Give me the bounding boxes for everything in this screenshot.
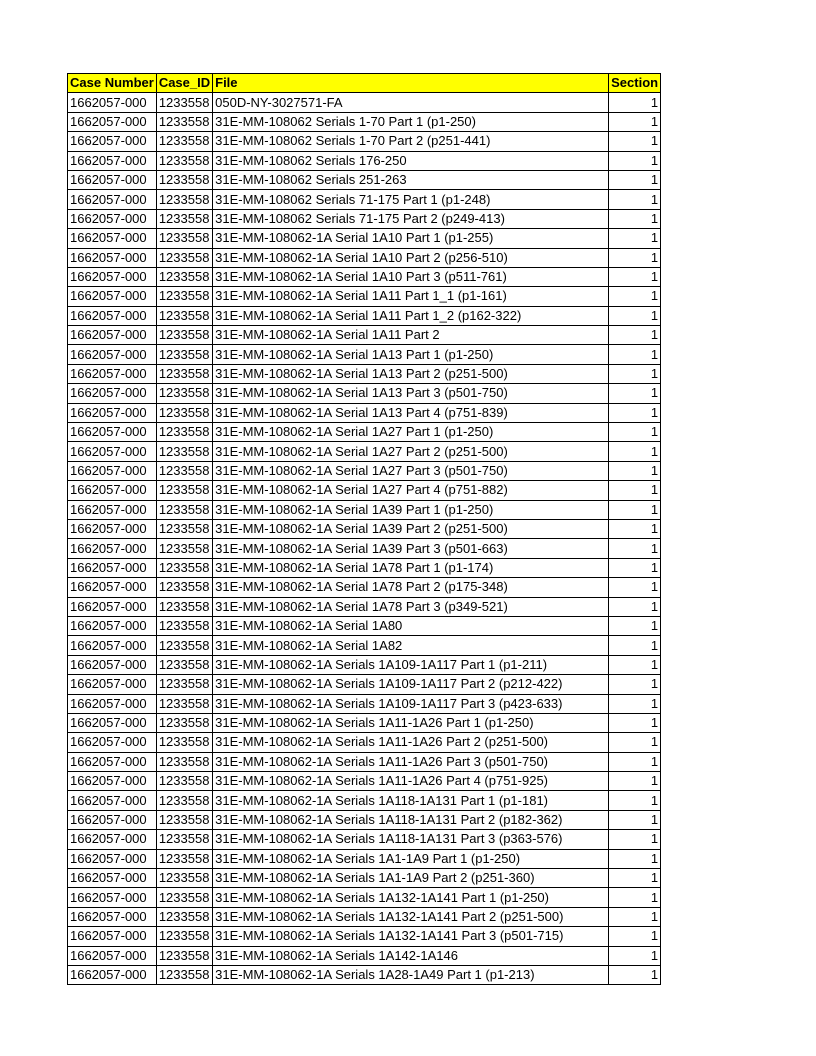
cell-file: 31E-MM-108062-1A Serials 1A132-1A141 Part 2 (p251-500): [213, 907, 609, 926]
table-row: [68, 190, 661, 209]
cell-file: 31E-MM-108062-1A Serial 1A78 Part 3 (p349-521): [213, 597, 609, 616]
table-row: [68, 733, 661, 752]
cell-file: 31E-MM-108062-1A Serials 1A1-1A9 Part 2 (p251-360): [213, 869, 609, 888]
cell-section: 1: [609, 267, 661, 286]
cell-file: 31E-MM-108062-1A Serials 1A109-1A117 Part 2 (p212-422): [213, 675, 609, 694]
cell-file: 31E-MM-108062 Serials 71-175 Part 2 (p249-413): [213, 209, 609, 228]
table-row: [68, 927, 661, 946]
table-row: [68, 752, 661, 771]
table-row: [68, 849, 661, 868]
table-row: [68, 267, 661, 286]
cell-file: 31E-MM-108062 Serials 1-70 Part 2 (p251-441): [213, 132, 609, 151]
cell-case-id: 1233558: [156, 713, 212, 732]
cell-section: 1: [609, 946, 661, 965]
table-row: [68, 772, 661, 791]
cell-case-id: 1233558: [156, 655, 212, 674]
cell-file: 31E-MM-108062-1A Serial 1A11 Part 2: [213, 326, 609, 345]
cell-section: 1: [609, 810, 661, 829]
table-row: [68, 655, 661, 674]
table-row: [68, 93, 661, 112]
cell-section: 1: [609, 93, 661, 112]
cell-section: 1: [609, 326, 661, 345]
table-row: [68, 442, 661, 461]
table-row: [68, 403, 661, 422]
cell-case-id: 1233558: [156, 423, 212, 442]
cell-file: 31E-MM-108062-1A Serials 1A109-1A117 Part 1 (p1-211): [213, 655, 609, 674]
cell-file: 31E-MM-108062-1A Serial 1A11 Part 1_1 (p1-161): [213, 287, 609, 306]
header-row: [68, 74, 661, 93]
cell-file: 31E-MM-108062-1A Serials 1A11-1A26 Part 4 (p751-925): [213, 772, 609, 791]
table-body: [68, 93, 661, 985]
cell-section: 1: [609, 151, 661, 170]
header-case-number: Case Number: [68, 74, 157, 93]
cell-file: 31E-MM-108062-1A Serial 1A10 Part 1 (p1-255): [213, 229, 609, 248]
cell-case-number: 1662057-000: [68, 209, 157, 228]
table-row: [68, 248, 661, 267]
cell-case-number: 1662057-000: [68, 965, 157, 984]
table-row: [68, 810, 661, 829]
cell-case-id: 1233558: [156, 481, 212, 500]
cell-case-number: 1662057-000: [68, 112, 157, 131]
table-row: [68, 558, 661, 577]
cell-section: 1: [609, 869, 661, 888]
cell-case-number: 1662057-000: [68, 306, 157, 325]
cell-file: 31E-MM-108062-1A Serials 1A28-1A49 Part 1 (p1-213): [213, 965, 609, 984]
table-row: [68, 616, 661, 635]
cell-section: 1: [609, 519, 661, 538]
cell-case-number: 1662057-000: [68, 869, 157, 888]
cell-section: 1: [609, 248, 661, 267]
cell-file: 050D-NY-3027571-FA: [213, 93, 609, 112]
table-row: [68, 306, 661, 325]
cell-case-id: 1233558: [156, 733, 212, 752]
cell-case-number: 1662057-000: [68, 442, 157, 461]
cell-case-id: 1233558: [156, 287, 212, 306]
cell-case-number: 1662057-000: [68, 229, 157, 248]
cell-case-id: 1233558: [156, 830, 212, 849]
cell-section: 1: [609, 558, 661, 577]
table-row: [68, 151, 661, 170]
cell-case-id: 1233558: [156, 229, 212, 248]
cell-case-number: 1662057-000: [68, 830, 157, 849]
cell-section: 1: [609, 965, 661, 984]
cell-file: 31E-MM-108062 Serials 71-175 Part 1 (p1-248): [213, 190, 609, 209]
cell-file: 31E-MM-108062-1A Serial 1A27 Part 2 (p251-500): [213, 442, 609, 461]
table-row: [68, 713, 661, 732]
cell-case-number: 1662057-000: [68, 810, 157, 829]
cell-case-number: 1662057-000: [68, 927, 157, 946]
cell-case-id: 1233558: [156, 888, 212, 907]
table-row: [68, 694, 661, 713]
cell-section: 1: [609, 888, 661, 907]
cell-file: 31E-MM-108062-1A Serials 1A1-1A9 Part 1 (p1-250): [213, 849, 609, 868]
table-row: [68, 132, 661, 151]
cell-file: 31E-MM-108062-1A Serial 1A10 Part 3 (p511-761): [213, 267, 609, 286]
table-row: [68, 500, 661, 519]
cell-case-number: 1662057-000: [68, 636, 157, 655]
table-row: [68, 345, 661, 364]
table-row: [68, 209, 661, 228]
cell-case-id: 1233558: [156, 364, 212, 383]
cell-case-id: 1233558: [156, 93, 212, 112]
cell-case-number: 1662057-000: [68, 364, 157, 383]
cell-case-id: 1233558: [156, 112, 212, 131]
cell-section: 1: [609, 423, 661, 442]
cell-file: 31E-MM-108062-1A Serial 1A13 Part 1 (p1-250): [213, 345, 609, 364]
cell-case-id: 1233558: [156, 209, 212, 228]
cell-case-id: 1233558: [156, 151, 212, 170]
cell-section: 1: [609, 752, 661, 771]
cell-section: 1: [609, 772, 661, 791]
cell-case-id: 1233558: [156, 810, 212, 829]
cell-case-id: 1233558: [156, 946, 212, 965]
cell-case-id: 1233558: [156, 694, 212, 713]
cell-case-number: 1662057-000: [68, 791, 157, 810]
cell-case-id: 1233558: [156, 326, 212, 345]
cell-case-id: 1233558: [156, 170, 212, 189]
cell-case-id: 1233558: [156, 965, 212, 984]
cell-file: 31E-MM-108062-1A Serial 1A78 Part 2 (p175-348): [213, 578, 609, 597]
cell-file: 31E-MM-108062-1A Serial 1A80: [213, 616, 609, 635]
table-row: [68, 519, 661, 538]
cell-section: 1: [609, 481, 661, 500]
cell-case-number: 1662057-000: [68, 287, 157, 306]
cell-file: 31E-MM-108062-1A Serial 1A11 Part 1_2 (p162-322): [213, 306, 609, 325]
cell-case-id: 1233558: [156, 267, 212, 286]
table-row: [68, 636, 661, 655]
cell-file: 31E-MM-108062-1A Serial 1A27 Part 3 (p501-750): [213, 461, 609, 480]
cell-section: 1: [609, 442, 661, 461]
cell-file: 31E-MM-108062 Serials 1-70 Part 1 (p1-250): [213, 112, 609, 131]
cell-case-id: 1233558: [156, 791, 212, 810]
cell-case-number: 1662057-000: [68, 132, 157, 151]
cell-case-id: 1233558: [156, 384, 212, 403]
cell-case-number: 1662057-000: [68, 849, 157, 868]
cell-file: 31E-MM-108062-1A Serial 1A39 Part 3 (p501-663): [213, 539, 609, 558]
cell-file: 31E-MM-108062-1A Serials 1A118-1A131 Part 1 (p1-181): [213, 791, 609, 810]
cell-file: 31E-MM-108062-1A Serial 1A39 Part 1 (p1-250): [213, 500, 609, 519]
cell-file: 31E-MM-108062-1A Serials 1A118-1A131 Part 3 (p363-576): [213, 830, 609, 849]
cell-case-number: 1662057-000: [68, 326, 157, 345]
cell-case-number: 1662057-000: [68, 655, 157, 674]
cell-case-number: 1662057-000: [68, 248, 157, 267]
cell-section: 1: [609, 229, 661, 248]
cell-file: 31E-MM-108062-1A Serial 1A82: [213, 636, 609, 655]
cell-file: 31E-MM-108062-1A Serial 1A13 Part 4 (p751-839): [213, 403, 609, 422]
cell-file: 31E-MM-108062-1A Serials 1A132-1A141 Part 1 (p1-250): [213, 888, 609, 907]
cell-file: 31E-MM-108062-1A Serial 1A13 Part 2 (p251-500): [213, 364, 609, 383]
cell-case-id: 1233558: [156, 616, 212, 635]
cell-file: 31E-MM-108062-1A Serials 1A11-1A26 Part 3 (p501-750): [213, 752, 609, 771]
table-row: [68, 578, 661, 597]
cell-case-number: 1662057-000: [68, 946, 157, 965]
table-row: [68, 888, 661, 907]
cell-section: 1: [609, 597, 661, 616]
table-row: [68, 364, 661, 383]
cell-case-number: 1662057-000: [68, 675, 157, 694]
cell-case-number: 1662057-000: [68, 558, 157, 577]
table-row: [68, 830, 661, 849]
cell-section: 1: [609, 636, 661, 655]
cell-case-id: 1233558: [156, 927, 212, 946]
cell-case-number: 1662057-000: [68, 713, 157, 732]
cell-case-id: 1233558: [156, 519, 212, 538]
table-row: [68, 423, 661, 442]
table-row: [68, 675, 661, 694]
cell-section: 1: [609, 578, 661, 597]
cell-section: 1: [609, 733, 661, 752]
cell-case-number: 1662057-000: [68, 733, 157, 752]
table-row: [68, 965, 661, 984]
cell-case-id: 1233558: [156, 907, 212, 926]
cell-case-number: 1662057-000: [68, 93, 157, 112]
cell-case-id: 1233558: [156, 442, 212, 461]
cell-case-number: 1662057-000: [68, 384, 157, 403]
cell-case-id: 1233558: [156, 558, 212, 577]
header-section: Section: [609, 74, 661, 93]
cell-file: 31E-MM-108062-1A Serial 1A27 Part 4 (p751-882): [213, 481, 609, 500]
cell-case-number: 1662057-000: [68, 461, 157, 480]
cell-section: 1: [609, 190, 661, 209]
case-file-table: [67, 73, 661, 985]
cell-case-number: 1662057-000: [68, 500, 157, 519]
cell-case-id: 1233558: [156, 772, 212, 791]
cell-section: 1: [609, 907, 661, 926]
cell-case-id: 1233558: [156, 869, 212, 888]
cell-case-number: 1662057-000: [68, 597, 157, 616]
cell-case-id: 1233558: [156, 597, 212, 616]
cell-section: 1: [609, 287, 661, 306]
cell-case-number: 1662057-000: [68, 907, 157, 926]
cell-case-id: 1233558: [156, 403, 212, 422]
cell-section: 1: [609, 927, 661, 946]
cell-case-number: 1662057-000: [68, 267, 157, 286]
cell-section: 1: [609, 616, 661, 635]
cell-case-number: 1662057-000: [68, 578, 157, 597]
cell-file: 31E-MM-108062-1A Serials 1A11-1A26 Part 2 (p251-500): [213, 733, 609, 752]
table-row: [68, 287, 661, 306]
cell-section: 1: [609, 170, 661, 189]
table-row: [68, 170, 661, 189]
cell-section: 1: [609, 539, 661, 558]
table-row: [68, 326, 661, 345]
cell-case-id: 1233558: [156, 132, 212, 151]
cell-file: 31E-MM-108062-1A Serials 1A11-1A26 Part 1 (p1-250): [213, 713, 609, 732]
cell-file: 31E-MM-108062-1A Serial 1A27 Part 1 (p1-250): [213, 423, 609, 442]
cell-case-number: 1662057-000: [68, 519, 157, 538]
cell-case-number: 1662057-000: [68, 170, 157, 189]
cell-case-id: 1233558: [156, 636, 212, 655]
cell-file: 31E-MM-108062-1A Serial 1A13 Part 3 (p501-750): [213, 384, 609, 403]
table-row: [68, 229, 661, 248]
cell-section: 1: [609, 830, 661, 849]
cell-case-id: 1233558: [156, 190, 212, 209]
cell-section: 1: [609, 345, 661, 364]
table-row: [68, 112, 661, 131]
cell-case-number: 1662057-000: [68, 539, 157, 558]
cell-section: 1: [609, 132, 661, 151]
header-file: File: [213, 74, 609, 93]
table-row: [68, 597, 661, 616]
header-case-id: Case_ID: [156, 74, 212, 93]
cell-case-id: 1233558: [156, 461, 212, 480]
cell-case-number: 1662057-000: [68, 345, 157, 364]
table-row: [68, 869, 661, 888]
cell-case-id: 1233558: [156, 539, 212, 558]
cell-section: 1: [609, 209, 661, 228]
table-row: [68, 946, 661, 965]
cell-section: 1: [609, 384, 661, 403]
cell-case-number: 1662057-000: [68, 151, 157, 170]
cell-case-number: 1662057-000: [68, 481, 157, 500]
cell-file: 31E-MM-108062 Serials 176-250: [213, 151, 609, 170]
table-row: [68, 539, 661, 558]
cell-case-id: 1233558: [156, 345, 212, 364]
cell-case-id: 1233558: [156, 752, 212, 771]
cell-file: 31E-MM-108062-1A Serial 1A78 Part 1 (p1-174): [213, 558, 609, 577]
table-row: [68, 481, 661, 500]
cell-section: 1: [609, 364, 661, 383]
table-row: [68, 384, 661, 403]
cell-section: 1: [609, 112, 661, 131]
cell-case-number: 1662057-000: [68, 423, 157, 442]
cell-file: 31E-MM-108062-1A Serial 1A10 Part 2 (p256-510): [213, 248, 609, 267]
cell-file: 31E-MM-108062 Serials 251-263: [213, 170, 609, 189]
cell-case-number: 1662057-000: [68, 752, 157, 771]
cell-case-number: 1662057-000: [68, 616, 157, 635]
cell-case-id: 1233558: [156, 248, 212, 267]
cell-file: 31E-MM-108062-1A Serials 1A109-1A117 Part 3 (p423-633): [213, 694, 609, 713]
cell-section: 1: [609, 713, 661, 732]
cell-section: 1: [609, 675, 661, 694]
table-row: [68, 791, 661, 810]
cell-case-id: 1233558: [156, 306, 212, 325]
cell-section: 1: [609, 403, 661, 422]
cell-case-number: 1662057-000: [68, 403, 157, 422]
cell-case-number: 1662057-000: [68, 888, 157, 907]
cell-case-number: 1662057-000: [68, 190, 157, 209]
cell-section: 1: [609, 655, 661, 674]
cell-case-number: 1662057-000: [68, 694, 157, 713]
cell-section: 1: [609, 461, 661, 480]
cell-case-id: 1233558: [156, 849, 212, 868]
cell-case-id: 1233558: [156, 675, 212, 694]
cell-section: 1: [609, 791, 661, 810]
cell-section: 1: [609, 849, 661, 868]
cell-section: 1: [609, 306, 661, 325]
cell-case-id: 1233558: [156, 500, 212, 519]
cell-file: 31E-MM-108062-1A Serials 1A132-1A141 Part 3 (p501-715): [213, 927, 609, 946]
cell-case-number: 1662057-000: [68, 772, 157, 791]
cell-case-id: 1233558: [156, 578, 212, 597]
cell-file: 31E-MM-108062-1A Serial 1A39 Part 2 (p251-500): [213, 519, 609, 538]
table-row: [68, 461, 661, 480]
cell-section: 1: [609, 500, 661, 519]
table-row: [68, 907, 661, 926]
cell-file: 31E-MM-108062-1A Serials 1A142-1A146: [213, 946, 609, 965]
cell-section: 1: [609, 694, 661, 713]
cell-file: 31E-MM-108062-1A Serials 1A118-1A131 Part 2 (p182-362): [213, 810, 609, 829]
